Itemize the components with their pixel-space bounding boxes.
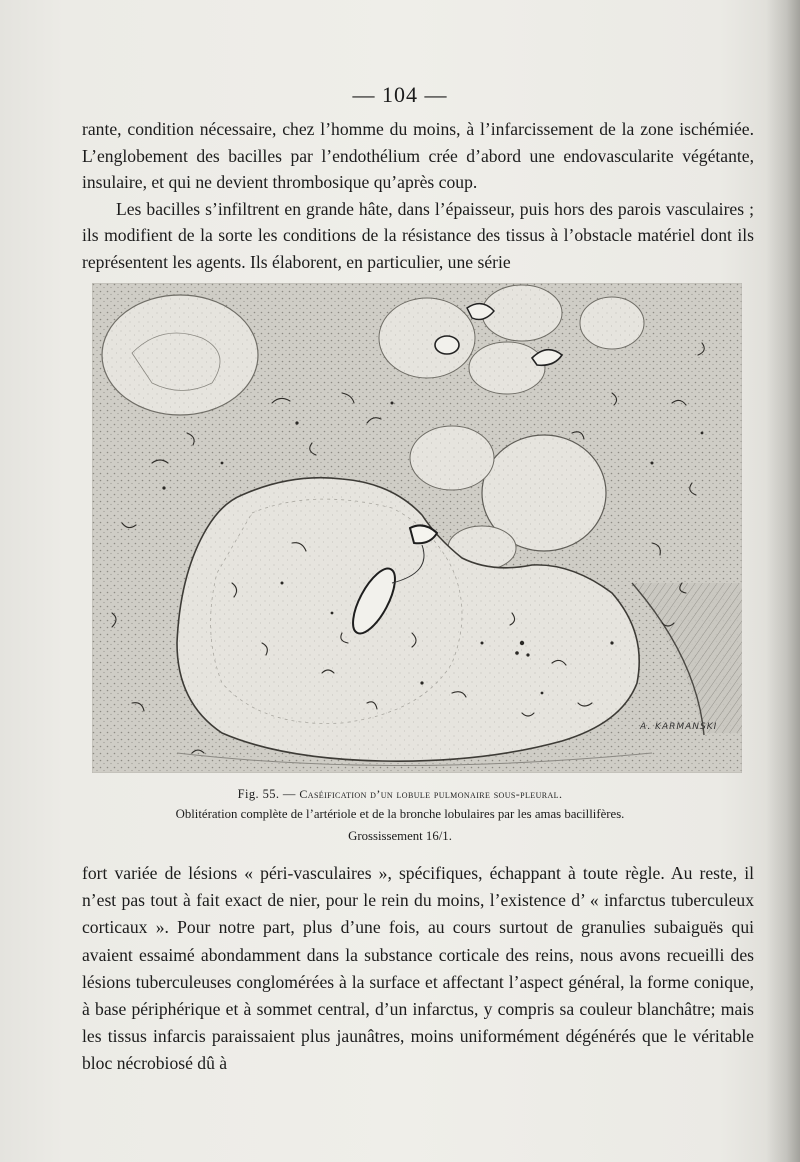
figure-title: Caséification d’un lobule pulmonaire sous-pleural. — [299, 787, 563, 801]
paragraph-2: Les bacilles s’infiltrent en grande hâte, dans l’épaisseur, puis hors des parois vasculaires ; ils modifient de la sorte les conditions de la résistance des tissus à l’obstacle matériel dont ils représentent les agents. Ils élaborent, en particulier, une série — [82, 198, 754, 272]
page-binding-shadow — [766, 0, 800, 1162]
figure-label: Fig. 55. — — [237, 787, 296, 801]
figure-caption-magnification: Grossissement 16/1. — [348, 829, 452, 843]
text-block-bottom — [82, 860, 754, 1078]
histology-illustration — [92, 283, 742, 773]
paragraph-1: rante, condition nécessaire, chez l’homme du moins, à l’infarcissement de la zone ischémiée. L’englobement des bacilles par l’endothélium crée d’abord une endovascularite végétante, insulaire, et qui ne devient thrombosique qu’après coup. — [82, 119, 754, 193]
page-number: — 104 — — [352, 82, 448, 107]
figure-caption-description: Oblitération complète de l’artériole et de la bronche lobulaires par les amas bacillifères. — [175, 807, 625, 821]
engraver-signature: A. KARMANSKI — [640, 722, 718, 732]
text-block-top — [82, 116, 754, 276]
figure-caption-title — [0, 787, 800, 802]
paragraph-3: fort variée de lésions « péri-vasculaires », spécifiques, échappant à toute règle. Au reste, il n’est pas tout à fait exact de nier, pour le rein du moins, l’existence d’ « infarctus tuberculeux corticaux ». Pour notre part, plus d’une fois, au cours surtout de granulies subaiguës qui avaient essaimé abondamment dans la substance corticale des reins, nous avons recueilli des lésions tuberculeuses conglomérées à la surface et affectant l’aspect général, la forme conique, à base périphérique et à sommet central, d’un infarctus, y compris sa couleur blanchâtre; mais les tissus infarcis paraissaient plus jaunâtres, moins uniformément dégénérés que le véritable bloc nécrobiosé dû à — [82, 863, 754, 1074]
lung-lobule-engraving — [92, 283, 742, 773]
